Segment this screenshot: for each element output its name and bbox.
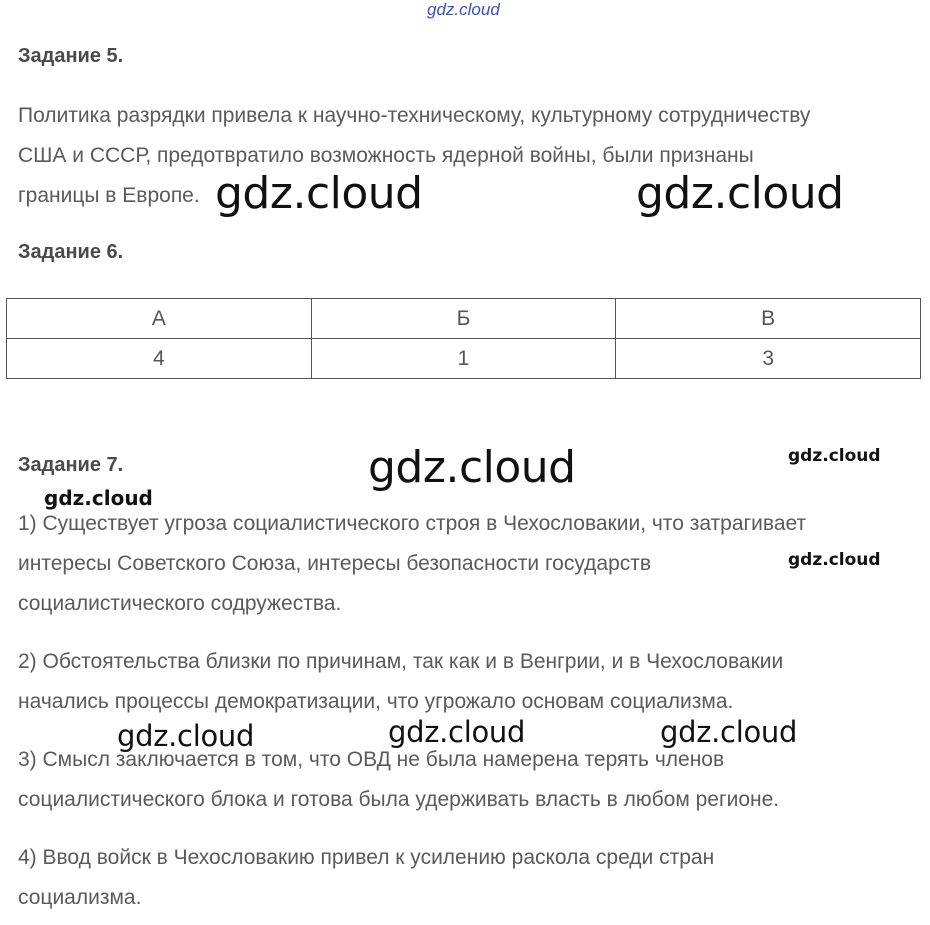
task5-line: Политика разрядки привела к научно-техническому, культурному сотрудничеству <box>18 104 811 127</box>
answer-line: начались процессы демократизации, что угрожало основам социализма. <box>18 690 734 713</box>
task5-line: границы в Европе. <box>18 184 200 207</box>
table-cell: 3 <box>616 339 921 379</box>
watermark: gdz.cloud <box>215 168 423 219</box>
task7-heading: Задание 7. <box>18 454 124 476</box>
table-header-cell: Б <box>311 299 616 339</box>
answer-line: социалистического содружества. <box>18 592 342 615</box>
watermark: gdz.cloud <box>368 442 576 493</box>
task7-answer-4 <box>18 838 913 918</box>
task5-line: США и СССР, предотвратило возможность ядерной войны, были признаны <box>18 144 754 167</box>
watermark: gdz.cloud <box>636 168 844 219</box>
task7-answer-2 <box>18 642 913 722</box>
answer-line: интересы Советского Союза, интересы безопасности государств <box>18 552 652 575</box>
answer-line: 3) Смысл заключается в том, что ОВД не была намерена терять членов <box>18 748 725 771</box>
task7-answer-1 <box>18 504 913 624</box>
watermark: gdz.cloud <box>44 486 153 510</box>
watermark: gdz.cloud <box>388 715 526 749</box>
answer-line: социалистического блока и готова была удерживать власть в любом регионе. <box>18 788 780 811</box>
watermark-top: gdz.cloud <box>427 0 500 19</box>
task6-heading: Задание 6. <box>18 241 124 263</box>
table-header-cell: В <box>616 299 921 339</box>
table-cell: 4 <box>7 339 312 379</box>
answer-line: 1) Существует угроза социалистического строя в Чехословакии, что затрагивает <box>18 512 807 535</box>
watermark: gdz.cloud <box>117 719 255 753</box>
watermark: gdz.cloud <box>660 715 798 749</box>
table-header-row <box>7 299 921 339</box>
answer-line: 4) Ввод войск в Чехословакию привел к усилению раскола среди стран <box>18 846 715 869</box>
table-header-cell: А <box>7 299 312 339</box>
answer-line: 2) Обстоятельства близки по причинам, так как и в Венгрии, и в Чехословакии <box>18 650 784 673</box>
table-cell: 1 <box>311 339 616 379</box>
watermark: gdz.cloud <box>788 550 881 570</box>
task5-heading: Задание 5. <box>18 45 124 67</box>
table-row <box>7 339 921 379</box>
task6-answer-table <box>6 298 921 379</box>
answer-line: социализма. <box>18 886 142 909</box>
watermark: gdz.cloud <box>788 446 881 466</box>
